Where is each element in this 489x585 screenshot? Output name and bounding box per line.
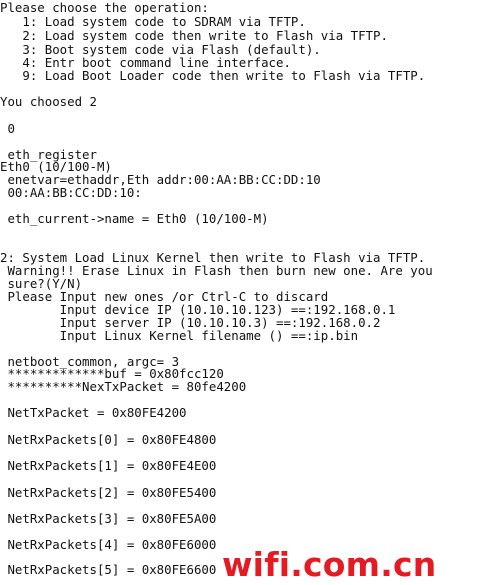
menu-option-9: 9: Load Boot Loader code then write to Flash via TFTP. — [0, 68, 426, 83]
netrx-line-1: NetRxPackets[1] = 0x80FE4E00 — [0, 458, 217, 473]
netboot-line: netboot_common, argc= 3 — [0, 354, 180, 369]
buf-line: *************buf = 0x80fcc120 — [0, 366, 224, 381]
device-ip-line: Input device IP (10.10.10.123) ==:192.168.0.1 — [0, 302, 396, 317]
input-prompt-line: Please Input new ones /or Ctrl-C to discard — [0, 289, 329, 304]
choice-line: You choosed 2 — [0, 94, 97, 109]
countdown-line: 0 — [0, 121, 15, 136]
menu-option-2: 2: Load system code then write to Flash via TFTP. — [0, 28, 388, 43]
menu-option-4: 4: Entr boot command line interface. — [0, 55, 291, 70]
mac-line: 00:AA:BB:CC:DD:10: — [0, 185, 142, 200]
eth-register-line: eth_register — [0, 147, 97, 162]
eth0-line: Eth0 (10/100-M) — [0, 159, 112, 174]
server-ip-line: Input server IP (10.10.10.3) ==:192.168.0.2 — [0, 315, 381, 330]
nextx-line: **********NexTxPacket = 80fe4200 — [0, 379, 247, 394]
netrx-line-4: NetRxPackets[4] = 0x80FE6000 — [0, 537, 217, 552]
nettx-line: NetTxPacket = 0x80FE4200 — [0, 405, 187, 420]
netrx-line-5: NetRxPackets[5] = 0x80FE6600 — [0, 562, 217, 577]
menu-option-1: 1: Load system code to SDRAM via TFTP. — [0, 14, 306, 29]
eth-current-line: eth_current->name = Eth0 (10/100-M) — [0, 211, 269, 226]
enetvar-line: enetvar=ethaddr,Eth addr:00:AA:BB:CC:DD:10 — [0, 172, 321, 187]
filename-line: Input Linux Kernel filename () ==:ip.bin — [0, 328, 359, 343]
netrx-line-2: NetRxPackets[2] = 0x80FE5400 — [0, 485, 217, 500]
menu-header: Please choose the operation: — [0, 0, 209, 15]
system-load-line: 2: System Load Linux Kernel then write to Flash via TFTP. — [0, 250, 426, 265]
netrx-line-3: NetRxPackets[3] = 0x80FE5A00 — [0, 511, 217, 526]
warning-line: Warning!! Erase Linux in Flash then burn new one. Are you — [0, 263, 433, 278]
watermark: wifi.com.cn — [222, 545, 437, 584]
menu-option-3: 3: Boot system code via Flash (default). — [0, 42, 321, 57]
netrx-line-0: NetRxPackets[0] = 0x80FE4800 — [0, 432, 217, 447]
confirm-line: sure?(Y/N) — [0, 276, 83, 291]
